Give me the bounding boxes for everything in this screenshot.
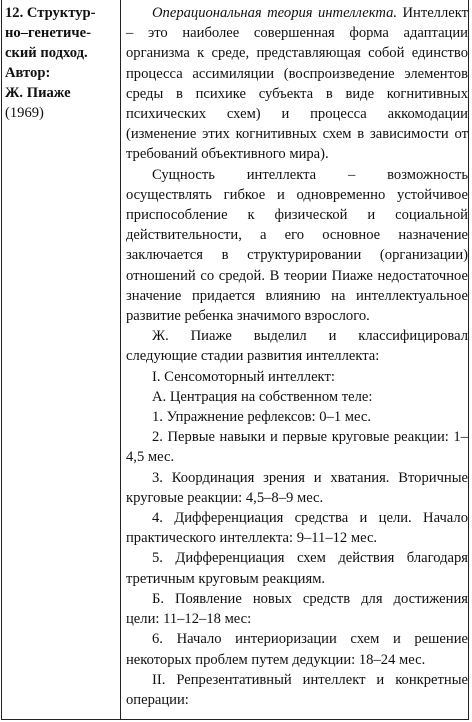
column-divider	[120, 0, 121, 720]
paragraph-definition	[126, 3, 468, 165]
right-column	[126, 3, 468, 710]
definition-text: Интеллект – это наиболее совершенная форма адаптации организма к среде, представляющая собой единство процесса ассимиляции (воспроизведение элементов среды в психике субъекта в виде когнитивных психических схем) и процесса аккомодации (изменение этих когнитивных схем в зависимости от требований объективного мира).	[126, 5, 469, 163]
stage-item-5: 5. Дифференциация схем действия благодаря третичным круговым реакциям.	[126, 550, 468, 587]
left-column	[5, 3, 117, 123]
publication-year: (1969)	[5, 105, 44, 121]
substage-heading-b: Б. Появление новых средств для достижения цели: 11–12–18 мес:	[126, 590, 468, 628]
approach-title-line3: ский подход.	[5, 45, 88, 61]
stage-item-2: 2. Первые навыки и первые круговые реакции: 1–4,5 мес.	[126, 429, 468, 466]
stage-heading-sensorimotor: I. Сенсомоторный интеллект:	[152, 368, 335, 385]
approach-title-line2: но–генетиче-	[5, 25, 91, 41]
stage-item-3: 3. Координация зрения и хватания. Вторичные круговые реакции: 4,5–8–9 мес.	[126, 469, 468, 506]
theory-title: Операциональная теория интеллекта.	[152, 5, 398, 21]
stage-item-1: 1. Упражнение рефлексов: 0–1 мес.	[152, 409, 371, 426]
stage-item-6: 6. Начало интериоризации схем и решение некоторых проблем путем дедукции: 18–24 мес.	[126, 631, 468, 668]
author-label: Автор:	[5, 65, 51, 81]
stage-heading-representative: II. Репрезентативный интеллект и конкретные операции:	[126, 671, 468, 708]
substage-heading-a: А. Центрация на собственном теле:	[152, 388, 373, 405]
paragraph-essence: Сущность интеллекта – возможность осуществлять гибкое и одновременно устойчивое приспособление к физической и социальной действительности, а его основное назначение заключается в структурировании (организации) отношений со средой. В теории Пиаже недостаточное значение придается влиянию на интеллектуальное развитие ребенка значимого взрослого.	[126, 166, 468, 325]
approach-title-line1: 12. Структур-	[5, 5, 96, 21]
stage-item-4: 4. Дифференциация средства и цели. Начало практического интеллекта: 9–11–12 мес.	[126, 510, 468, 547]
author-name: Ж. Пиаже	[5, 85, 71, 101]
paragraph-stages-intro: Ж. Пиаже выделил и классифицировал следующие стадии развития интеллекта:	[126, 328, 468, 365]
